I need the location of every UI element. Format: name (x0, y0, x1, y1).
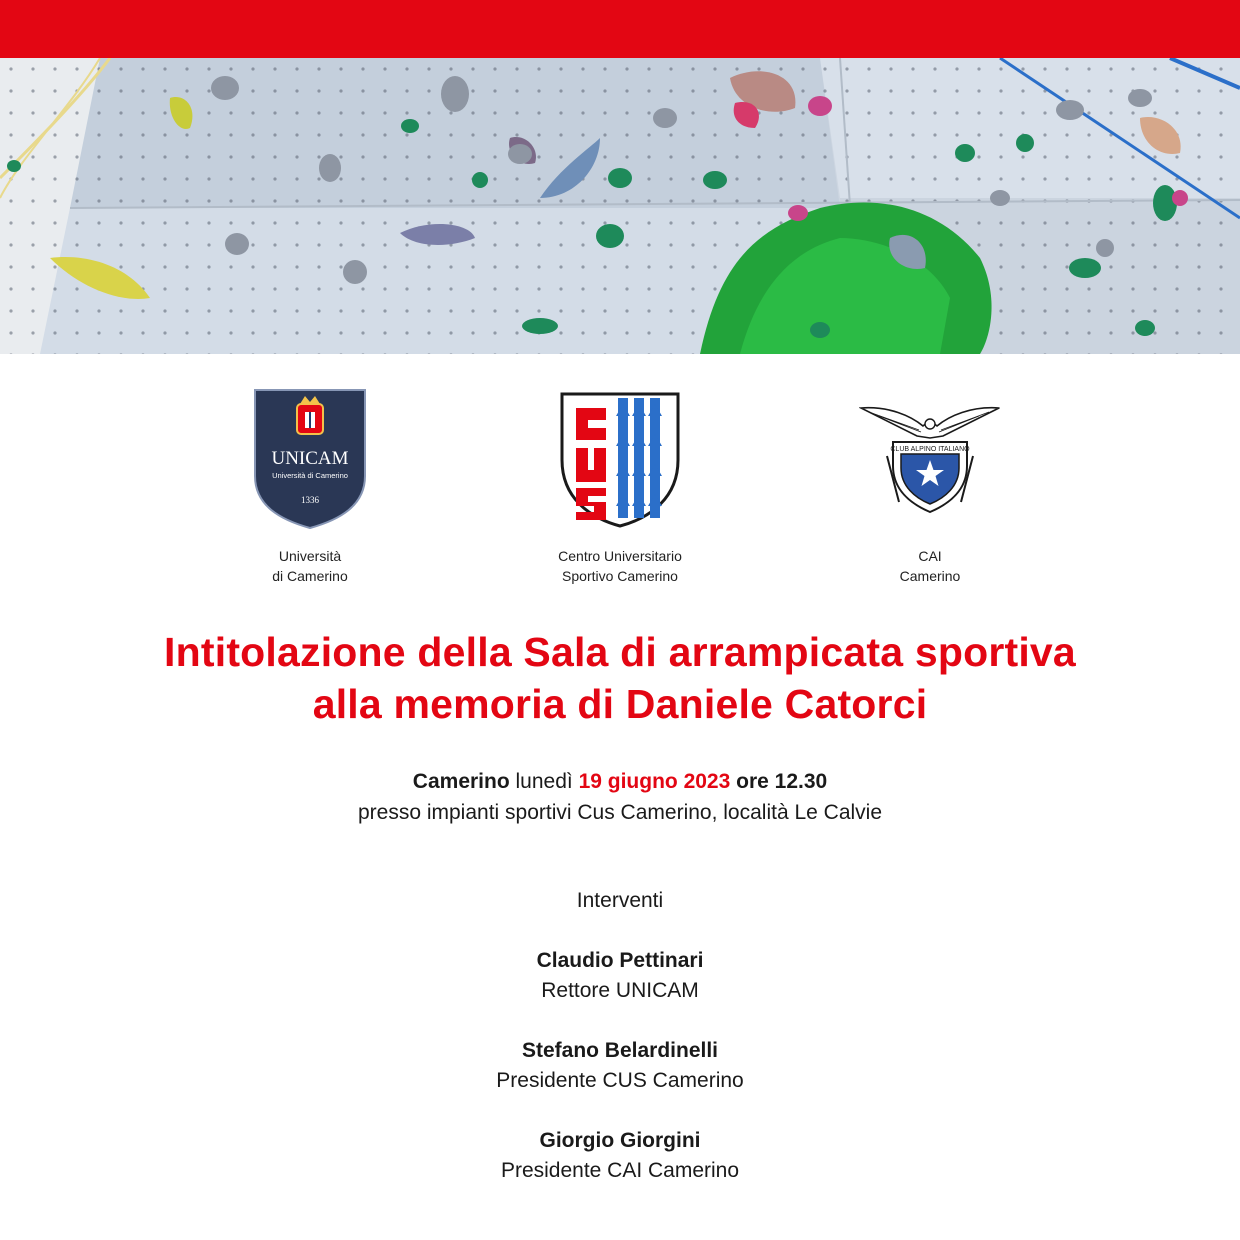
speakers-section (0, 886, 1240, 1216)
speaker-role: Rettore UNICAM (541, 979, 699, 1002)
event-title (0, 626, 1240, 730)
cus-logo-block (470, 384, 770, 586)
cai-caption-line2: Camerino (899, 568, 961, 584)
hero-climbing-wall-image (0, 58, 1240, 354)
cai-logo-block (780, 384, 1080, 586)
event-title-line1: Intitolazione della Sala di arrampicata sportiva (164, 629, 1076, 675)
speaker-item (0, 1126, 1240, 1186)
unicam-mark-text: UNICAM (271, 448, 349, 469)
unicam-logo-block (160, 384, 460, 586)
event-details (0, 766, 1240, 828)
unicam-mark-subtext: Università di Camerino (272, 471, 348, 480)
speaker-role: Presidente CAI Camerino (500, 1159, 740, 1182)
event-title-line2: alla memoria di Daniele Catorci (312, 681, 928, 727)
event-date: 19 giugno 2023 (578, 770, 731, 793)
event-city: Camerino (412, 770, 510, 793)
cus-mark-text: CUS (620, 390, 623, 391)
unicam-mark-year: 1336 (301, 495, 319, 505)
event-venue: presso impianti sportivi Cus Camerino, località Le Calvie (357, 801, 883, 824)
top-red-band (0, 0, 1240, 58)
speaker-name: Claudio Pettinari (536, 949, 704, 972)
cai-caption (780, 546, 1080, 586)
cus-caption-line1: Centro Universitario (558, 548, 682, 564)
event-time: ore 12.30 (736, 770, 828, 793)
cus-shield-icon (560, 390, 680, 528)
unicam-caption-line1: Università (278, 548, 342, 564)
speaker-name: Stefano Belardinelli (521, 1039, 719, 1062)
cai-caption-line1: CAI (918, 548, 942, 564)
event-weekday: lunedì (515, 770, 573, 793)
speaker-name: Giorgio Giorgini (539, 1129, 701, 1152)
speakers-heading: Interventi (576, 889, 664, 912)
speaker-role: Presidente CUS Camerino (496, 1069, 744, 1092)
unicam-shield-icon (253, 388, 367, 530)
speaker-item (0, 1036, 1240, 1096)
event-datetime-line (0, 766, 1240, 797)
unicam-caption-line2: di Camerino (272, 568, 348, 584)
unicam-caption (160, 546, 460, 586)
cus-caption-line2: Sportivo Camerino (562, 568, 678, 584)
climbing-wall-icon (0, 58, 1240, 354)
cai-mark-text: CLUB ALPINO ITALIANO (890, 446, 970, 453)
cus-caption (470, 546, 770, 586)
cai-eagle-shield-icon (859, 402, 1001, 516)
speaker-item (0, 946, 1240, 1006)
